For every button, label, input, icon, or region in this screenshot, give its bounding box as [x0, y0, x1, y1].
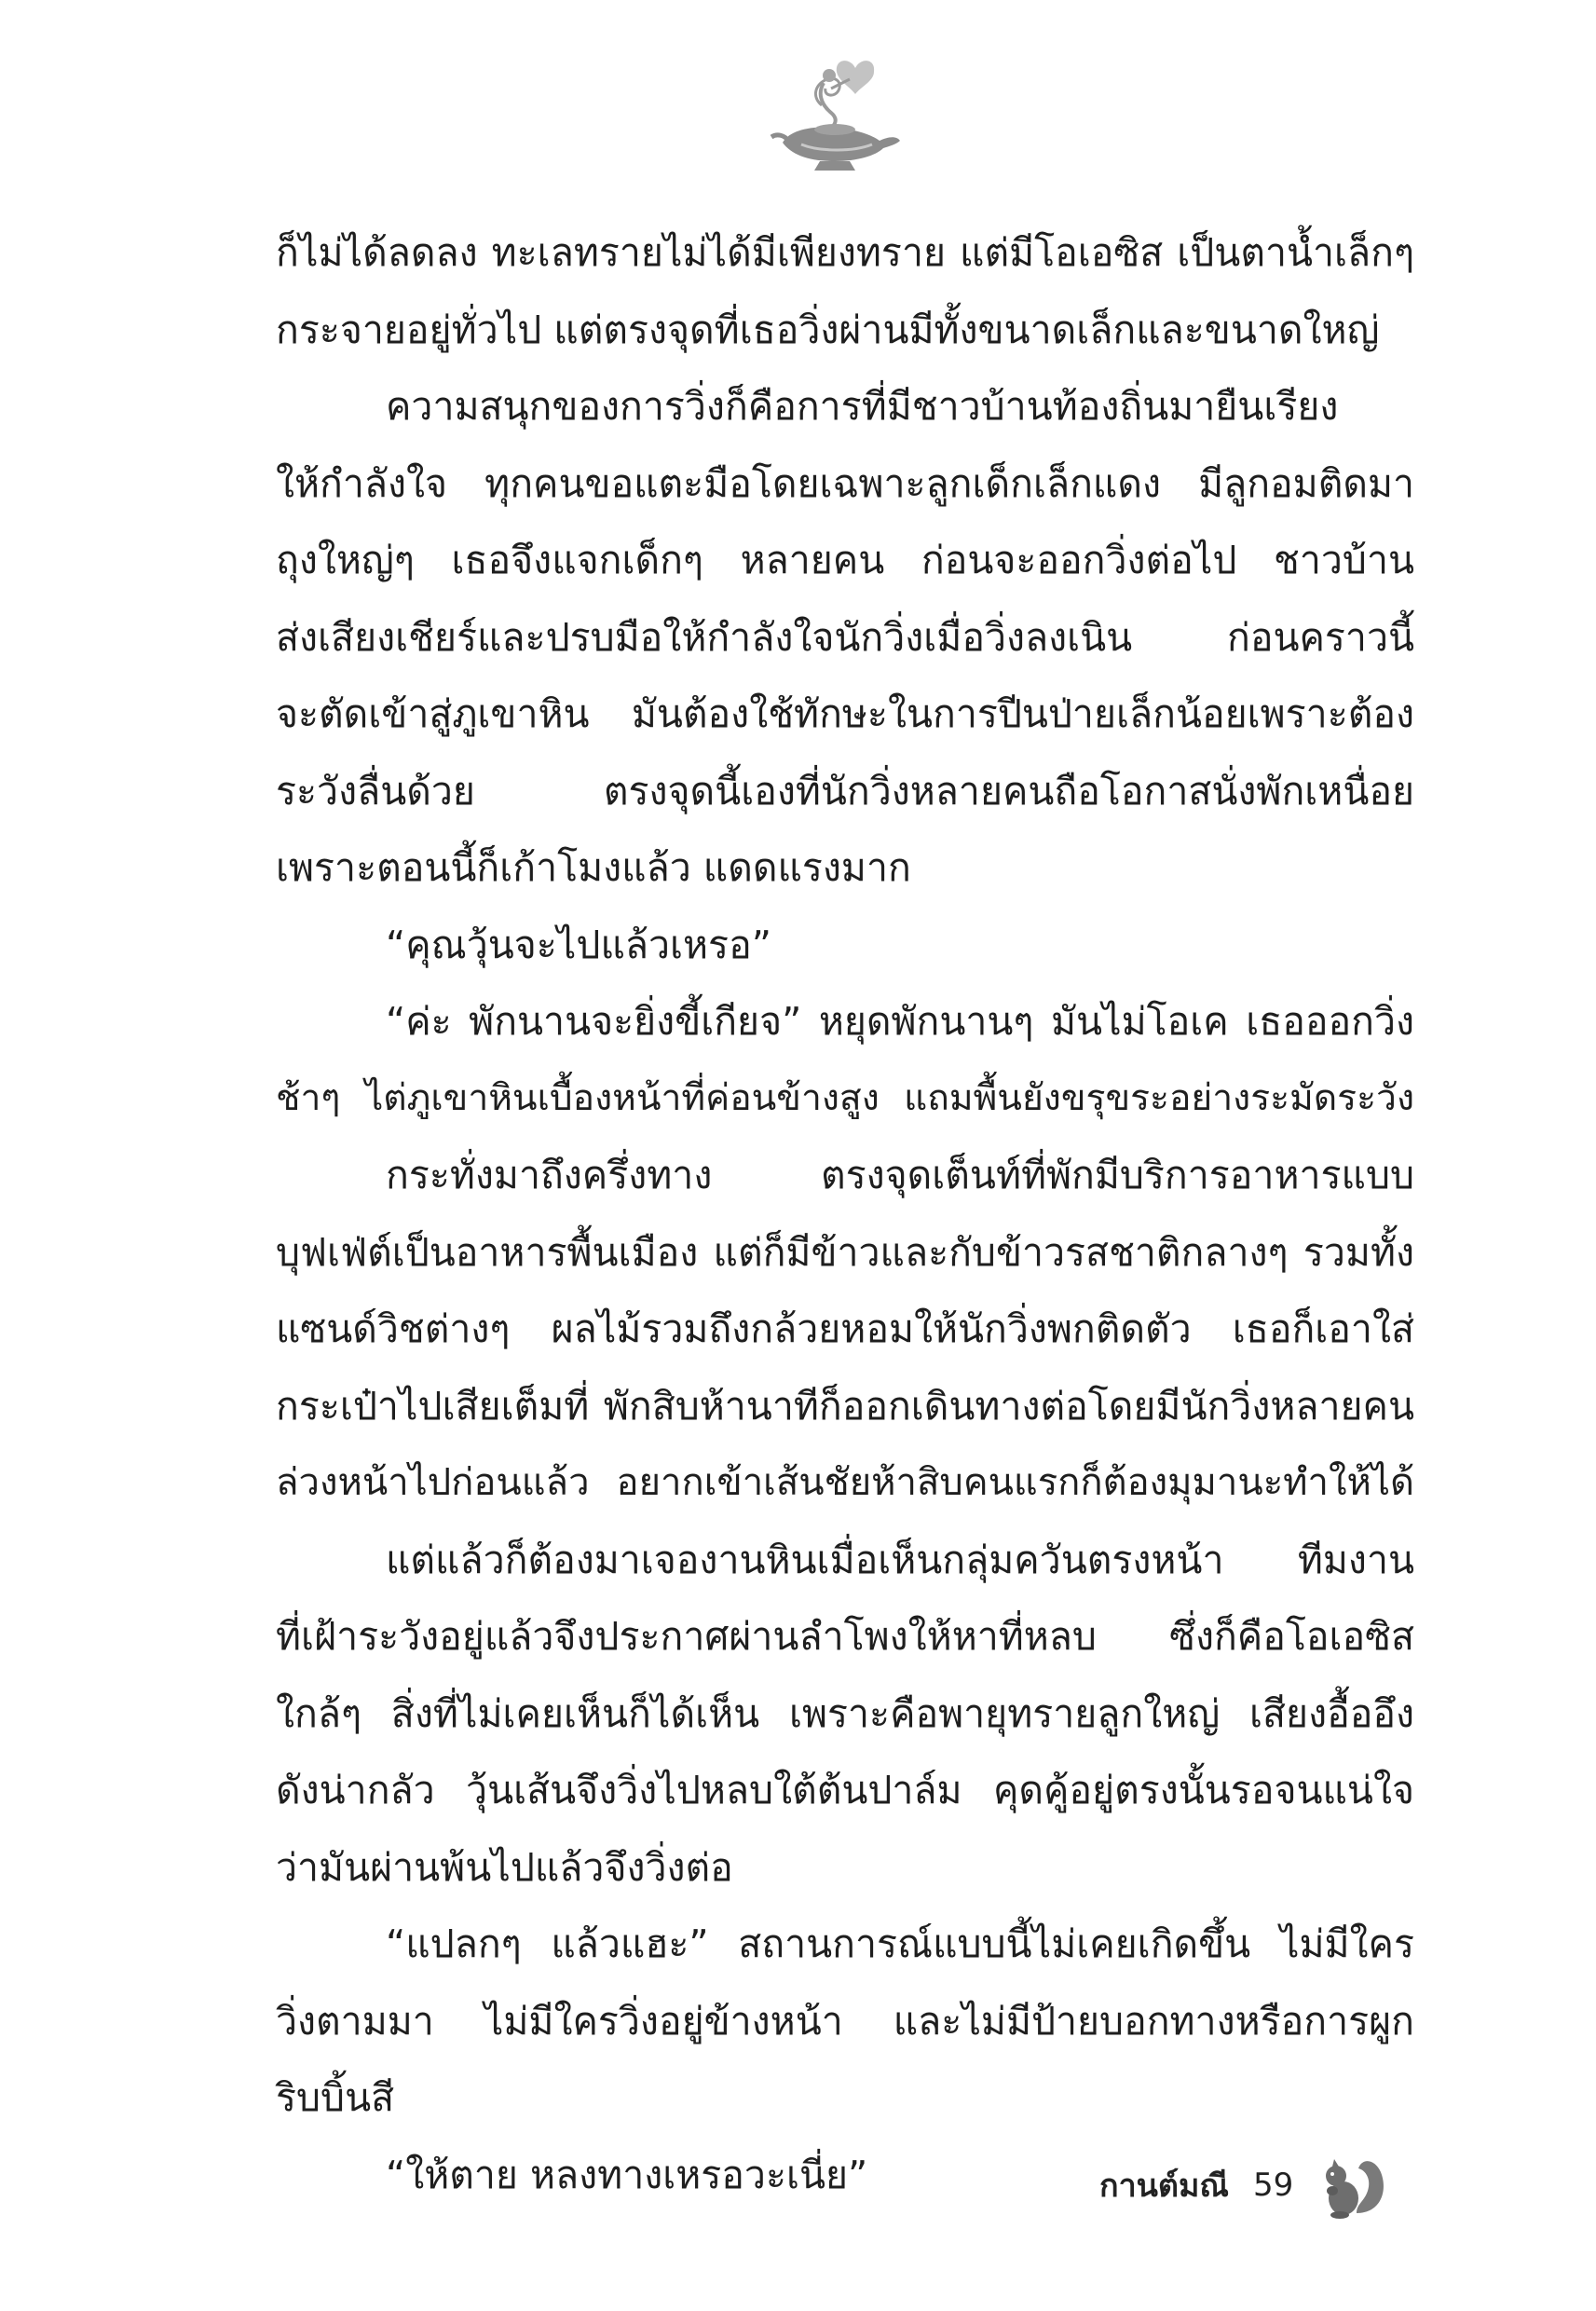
text-line: “คุณวุ้นจะไปแล้วเหรอ”: [386, 922, 771, 967]
text-line: ความสนุกของการวิ่งก็คือการที่มีชาวบ้านท้องถิ่นมายืนเรียง: [386, 384, 1339, 429]
text-line: “แปลกๆ แล้วแฮะ” สถานการณ์แบบนี้ไม่เคยเกิดขึ้น ไม่มีใคร: [386, 1921, 1414, 1966]
text-line: ที่เฝ้าระวังอยู่แล้วจึงประกาศผ่านลำโพงให้หาที่หลบ ซึ่งก็คือโอเอซิส: [276, 1614, 1414, 1659]
text-line: “ค่ะ พักนานจะยิ่งขี้เกียจ” หยุดพักนานๆ มันไม่โอเค เธอออกวิ่ง: [386, 999, 1414, 1044]
text-line: เพราะตอนนี้ก็เก้าโมงแล้ว แดดแรงมาก: [276, 845, 911, 890]
text-line: ระวังลื่นด้วย ตรงจุดนี้เองที่นักวิ่งหลายคนถือโอกาสนั่งพักเหนื่อย: [276, 768, 1414, 814]
genie-lamp-heart-icon: [764, 51, 904, 177]
text-line: กระทั่งมาถึงครึ่งทาง ตรงจุดเต็นท์ที่พักมีบริการอาหารแบบ: [386, 1153, 1414, 1197]
text-line: ก็ไม่ได้ลดลง ทะเลทรายไม่ได้มีเพียงทราย แต่มีโอเอซิส เป็นตาน้ำเล็กๆ: [276, 230, 1414, 275]
text-line: จะตัดเข้าสู่ภูเขาหิน มันต้องใช้ทักษะในการปีนป่ายเล็กน้อยเพราะต้อง: [276, 691, 1414, 736]
text-line: ให้กำลังใจ ทุกคนขอแตะมือโดยเฉพาะลูกเด็กเล็กแดง มีลูกอมติดมา: [276, 460, 1414, 506]
text-line: แซนด์วิชต่างๆ ผลไม้รวมถึงกล้วยหอมให้นักวิ่งพกติดตัว เธอก็เอาใส่: [276, 1306, 1414, 1351]
text-line: ช้าๆ ไต่ภูเขาหินเบื้องหน้าที่ค่อนข้างสูง แถมพื้นยังขรุขระอย่างระมัดระวัง: [276, 1076, 1414, 1119]
text-line: แต่แล้วก็ต้องมาเจองานหินเมื่อเห็นกลุ่มควันตรงหน้า ทีมงาน: [386, 1537, 1414, 1582]
page-body-text: [276, 214, 1414, 2213]
text-line: “ให้ตาย หลงทางเหรอวะเนี่ย”: [386, 2152, 868, 2197]
text-line: กระเป๋าไปเสียเต็มที่ พักสิบห้านาทีก็ออกเดินทางต่อโดยมีนักวิ่งหลายคน: [276, 1383, 1414, 1429]
squirrel-icon: [1316, 2148, 1390, 2222]
text-line: ริบบิ้นสี: [276, 2075, 395, 2120]
text-line: ถุงใหญ่ๆ เธอจึงแจกเด็กๆ หลายคน ก่อนจะออกวิ่งต่อไป ชาวบ้าน: [276, 538, 1414, 582]
book-title: กานต์มณี: [1099, 2167, 1229, 2205]
text-line: กระจายอยู่ทั่วไป แต่ตรงจุดที่เธอวิ่งผ่านมีทั้งขนาดเล็กและขนาดใหญ่: [276, 307, 1380, 352]
text-line: บุฟเฟ่ต์เป็นอาหารพื้นเมือง แต่ก็มีข้าวและกับข้าวรสชาติกลางๆ รวมทั้ง: [276, 1229, 1414, 1275]
text-line: วิ่งตามมา ไม่มีใครวิ่งอยู่ข้างหน้า และไม่มีป้ายบอกทางหรือการผูก: [276, 1998, 1414, 2044]
page-number: 59: [1252, 2167, 1294, 2204]
text-line: ว่ามันผ่านพ้นไปแล้วจึงวิ่งต่อ: [276, 1844, 733, 1890]
text-line: ดังน่ากลัว วุ้นเส้นจึงวิ่งไปหลบใต้ต้นปาล์ม คุดคู้อยู่ตรงนั้นรอจนแน่ใจ: [276, 1768, 1414, 1812]
text-line: ใกล้ๆ สิ่งที่ไม่เคยเห็นก็ได้เห็น เพราะคือพายุทรายลูกใหญ่ เสียงอื้ออึง: [276, 1690, 1414, 1736]
text-line: ล่วงหน้าไปก่อนแล้ว อยากเข้าเส้นชัยห้าสิบคนแรกก็ต้องมุมานะทำให้ได้: [276, 1461, 1414, 1504]
text-line: ส่งเสียงเชียร์และปรบมือให้กำลังใจนักวิ่งเมื่อวิ่งลงเนิน ก่อนคราวนี้: [276, 614, 1414, 660]
page-footer: [1099, 2143, 1390, 2227]
